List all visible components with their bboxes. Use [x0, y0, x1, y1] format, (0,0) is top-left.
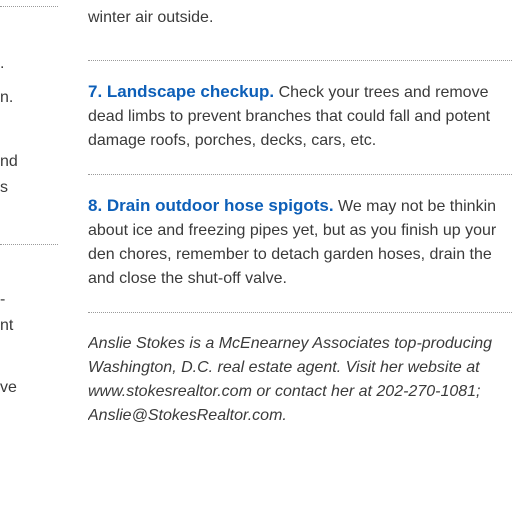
left-text-fragment: - — [0, 291, 6, 308]
paragraph-line: damage roofs, porches, decks, cars, etc. — [88, 132, 377, 149]
bio-line: Anslie Stokes is a McEnearney Associates top-producing — [88, 335, 493, 352]
paragraph-line: about ice and freezing pipes yet, but as you finish up your — [88, 222, 497, 239]
left-text-fragment: . — [0, 55, 5, 72]
left-text-fragment: s — [0, 179, 8, 196]
article-column — [88, 0, 512, 512]
tip-7 — [88, 80, 512, 153]
tip-8 — [88, 194, 512, 291]
bio-line: Washington, D.C. real estate agent. Visit her website at — [88, 359, 480, 376]
dotted-divider — [88, 312, 512, 313]
tip-continuation — [88, 6, 512, 30]
bio-line: Anslie@StokesRealtor.com. — [88, 407, 287, 424]
tip-heading: 8. Drain outdoor hose spigots. — [88, 196, 334, 215]
tip-heading: 7. Landscape checkup. — [88, 82, 275, 101]
dotted-divider — [88, 174, 512, 175]
paragraph-line: winter air outside. — [88, 9, 214, 26]
paragraph-line: dead limbs to prevent branches that could fall and potent — [88, 108, 491, 125]
paragraph-line: den chores, remember to detach garden hoses, drain the — [88, 246, 492, 263]
left-text-fragment: n. — [0, 89, 14, 106]
author-bio — [88, 332, 512, 428]
left-column-fragment — [0, 0, 62, 512]
dotted-divider — [88, 60, 512, 61]
bio-line: www.stokesrealtor.com or contact her at 202-270-1081; — [88, 383, 481, 400]
paragraph-text: Check your trees and remove — [274, 84, 489, 101]
left-divider — [0, 244, 58, 245]
paragraph-text: We may not be thinkin — [333, 198, 497, 215]
left-text-fragment: ve — [0, 379, 17, 396]
left-divider — [0, 6, 58, 7]
left-text-fragment: nt — [0, 317, 14, 334]
left-text-fragment: nd — [0, 153, 18, 170]
paragraph-line: and close the shut-off valve. — [88, 270, 287, 287]
